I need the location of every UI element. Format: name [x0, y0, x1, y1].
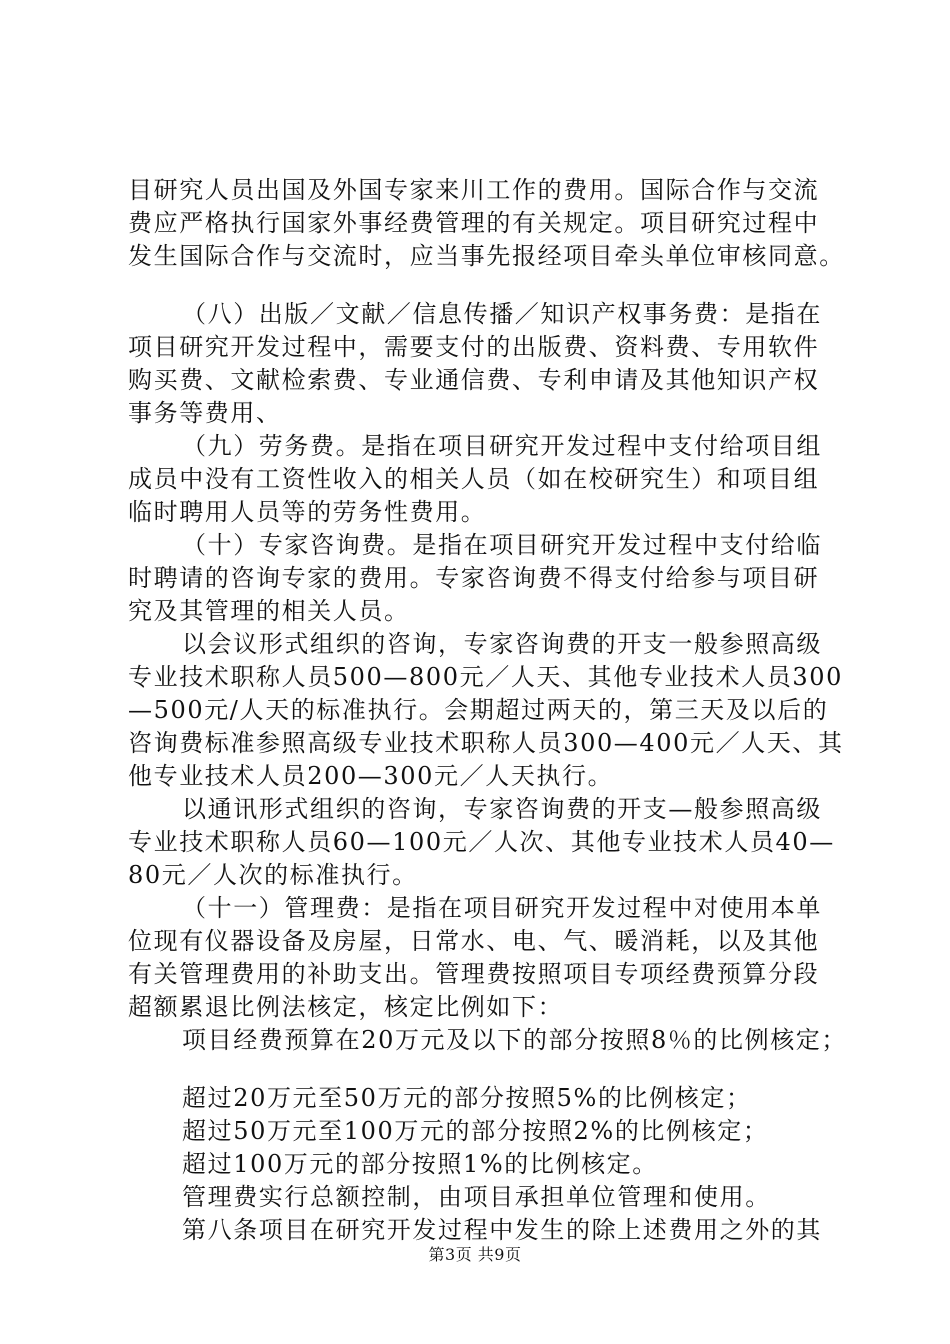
paragraph-line: 超过20万元至50万元的部分按照5%的比例核定；	[182, 1084, 752, 1112]
page-number-footer: 第3页 共9页	[428, 1245, 522, 1264]
paragraph-line: 事务等费用、	[128, 399, 282, 427]
paragraph-line: 超额累退比例法核定，核定比例如下：	[128, 993, 564, 1021]
paragraph-line: （九）劳务费。是指在项目研究开发过程中支付给项目组	[182, 432, 822, 460]
paragraph-line: 超过100万元的部分按照1%的比例核定。	[182, 1150, 658, 1178]
paragraph-line: 时聘请的咨询专家的费用。专家咨询费不得支付给参与项目研	[128, 564, 820, 592]
paragraph-line: 项目研究开发过程中，需要支付的出版费、资料费、专用软件	[128, 333, 820, 361]
paragraph-line: 超过50万元至100万元的部分按照2%的比例核定；	[182, 1117, 769, 1145]
paragraph-line: 管理费实行总额控制，由项目承担单位管理和使用。	[182, 1183, 771, 1211]
paragraph-line: 购买费、文献检索费、专业通信费、专利申请及其他知识产权	[128, 366, 820, 394]
paragraph-line: 项目经费预算在20万元及以下的部分按照8％的比例核定；	[182, 1026, 848, 1054]
paragraph-line: 以通讯形式组织的咨询，专家咨询费的开支—般参照高级	[182, 795, 822, 823]
paragraph-line: （十）专家咨询费。是指在项目研究开发过程中支付给临	[182, 531, 822, 559]
paragraph-line: 发生国际合作与交流时，应当事先报经项目牵头单位审核同意。	[128, 242, 845, 270]
paragraph-line: 成员中没有工资性收入的相关人员（如在校研究生）和项目组	[128, 465, 820, 493]
paragraph-line: 临时聘用人员等的劳务性费用。	[128, 498, 487, 526]
paragraph-line: （八）出版／文献／信息传播／知识产权事务费：是指在	[182, 300, 822, 328]
paragraph-line: （十一）管理费：是指在项目研究开发过程中对使用本单	[182, 894, 822, 922]
paragraph-line: 以会议形式组织的咨询，专家咨询费的开支一般参照高级	[182, 630, 822, 658]
paragraph-line: 费应严格执行国家外事经费管理的有关规定。项目研究过程中	[128, 209, 820, 237]
paragraph-line: 专业技术职称人员500—800元／人天、其他专业技术人员300	[128, 663, 844, 691]
paragraph-line: 究及其管理的相关人员。	[128, 597, 410, 625]
paragraph-line: 目研究人员出国及外国专家来川工作的费用。国际合作与交流	[128, 176, 820, 204]
paragraph-line: 咨询费标准参照高级专业技术职称人员300—400元／人天、其	[128, 729, 844, 757]
paragraph-line: —500元/人天的标准执行。会期超过两天的，第三天及以后的	[128, 696, 829, 724]
paragraph-line: 有关管理费用的补助支出。管理费按照项目专项经费预算分段	[128, 960, 820, 988]
paragraph-line: 80元／人次的标准执行。	[128, 861, 418, 889]
paragraph-line: 第八条项目在研究开发过程中发生的除上述费用之外的其	[182, 1216, 822, 1244]
paragraph-line: 他专业技术人员200—300元／人天执行。	[128, 762, 614, 790]
paragraph-line: 位现有仪器设备及房屋，日常水、电、气、暖消耗，以及其他	[128, 927, 820, 955]
paragraph-line: 专业技术职称人员60—100元／人次、其他专业技术人员40—	[128, 828, 835, 856]
